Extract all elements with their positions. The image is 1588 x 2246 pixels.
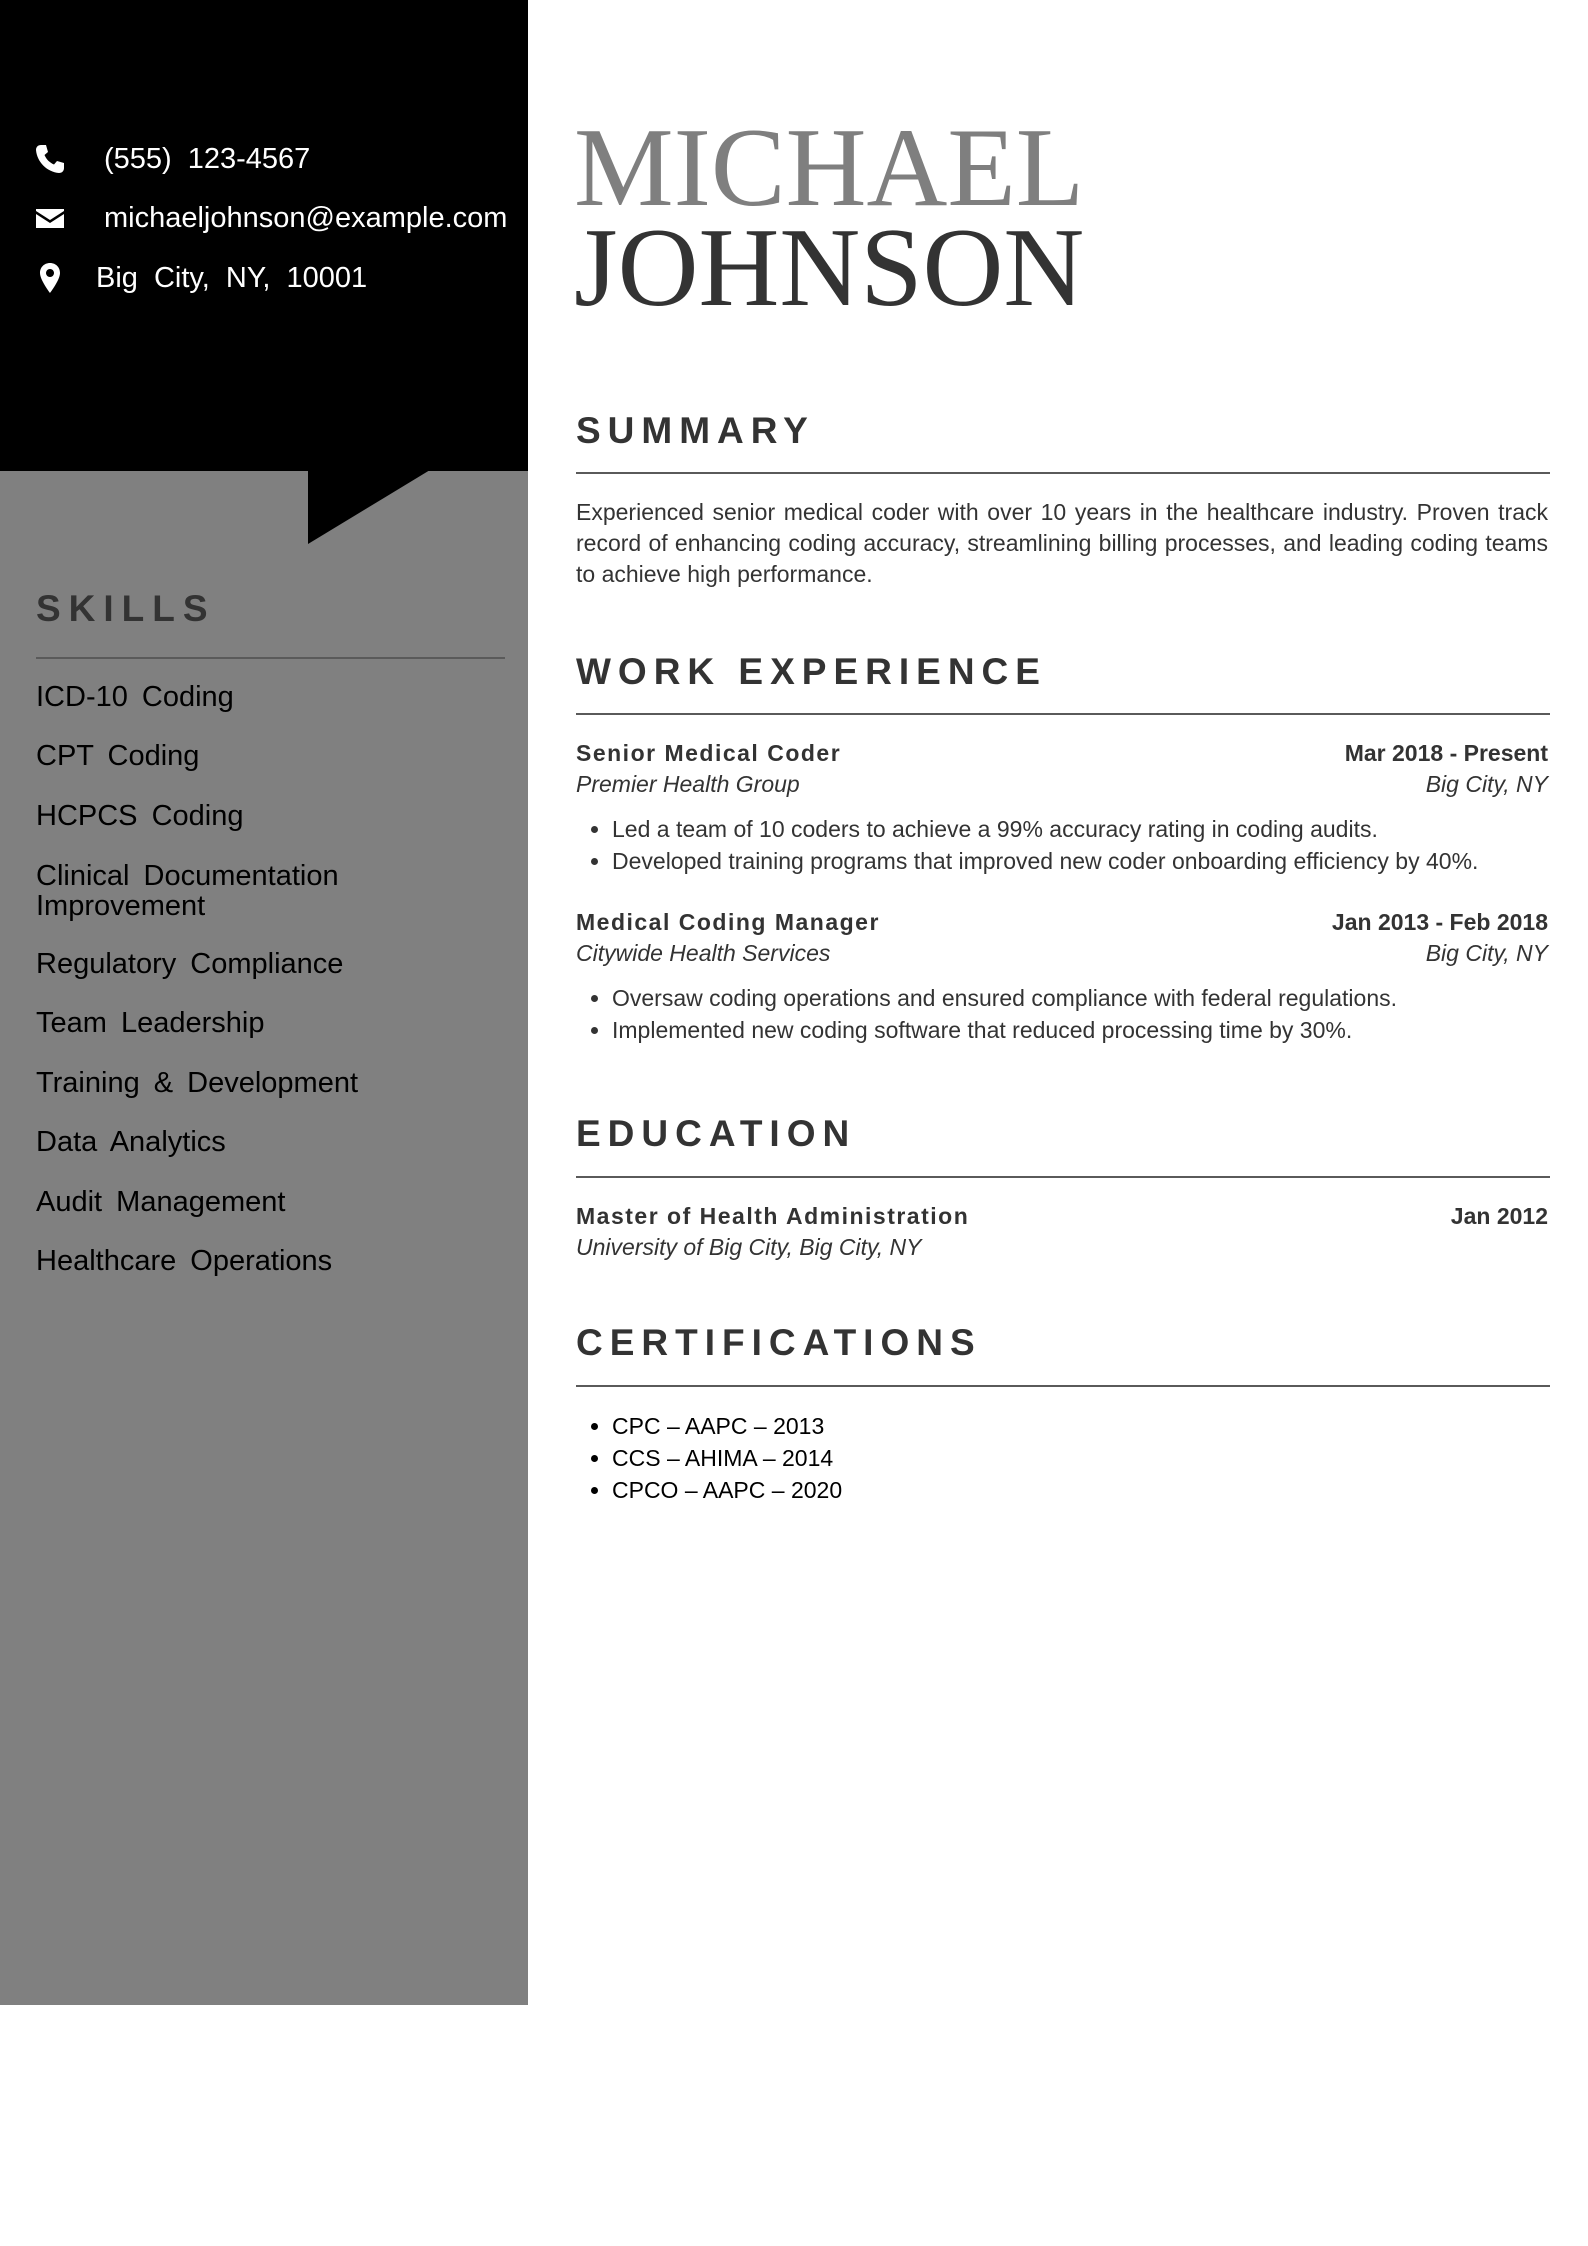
- skill-item: Audit Management: [36, 1186, 286, 1218]
- job-dates: Mar 2018 - Present: [1344, 740, 1548, 766]
- contact-email: [34, 198, 507, 238]
- job-bullets: [576, 982, 1584, 1046]
- job-header: [576, 909, 1548, 936]
- job-location: Big City, NY: [1425, 940, 1548, 966]
- summary-divider: [576, 472, 1550, 474]
- education-subheader: [576, 1234, 1548, 1261]
- envelope-icon: [34, 202, 66, 234]
- work-experience-divider: [576, 713, 1550, 715]
- certifications-divider: [576, 1385, 1550, 1387]
- contact-location: [34, 258, 367, 298]
- contact-location-text: Big City, NY, 10001: [96, 261, 368, 294]
- summary-text: Experienced senior medical coder with over 10 years in the healthcare industry. Proven track record of enhancing coding accuracy, streamlining billing processes, and leading coding teams to achieve high performance.: [576, 499, 1548, 587]
- job-header: [576, 740, 1548, 767]
- job-bullet: • Led a team of 10 coders to achieve a 99% accuracy rating in coding audits.: [612, 813, 1584, 845]
- job-location: Big City, NY: [1425, 771, 1548, 797]
- sidebar-notch-decoration: [308, 470, 430, 544]
- map-pin-icon: [34, 262, 66, 294]
- last-name: JOHNSON: [574, 206, 1085, 330]
- certifications-list: [576, 1410, 1584, 1506]
- skill-item: CPT Coding: [36, 740, 200, 772]
- contact-phone: [34, 139, 310, 179]
- job-title: Medical Coding Manager: [576, 909, 880, 935]
- job-bullet: • Implemented new coding software that reduced processing time by 30%.: [612, 1014, 1584, 1046]
- skill-item: HCPCS Coding: [36, 800, 244, 832]
- contact-email-text: michaeljohnson@example.com: [104, 201, 508, 234]
- job-bullets: [576, 813, 1584, 877]
- first-name: MICHAEL: [574, 106, 1085, 230]
- job-title: Senior Medical Coder: [576, 740, 842, 766]
- skill-item: Clinical Documentation Improvement: [36, 860, 339, 922]
- education-school: University of Big City, Big City, NY: [576, 1234, 922, 1260]
- job-subheader: [576, 940, 1548, 967]
- certifications-heading: CERTIFICATIONS: [576, 1322, 982, 1363]
- certification-item: • CPCO – AAPC – 2020: [612, 1474, 1584, 1506]
- job-dates: Jan 2013 - Feb 2018: [1331, 909, 1548, 935]
- job-company: Premier Health Group: [576, 771, 800, 797]
- skills-divider: [36, 657, 505, 659]
- education-header: [576, 1203, 1548, 1230]
- job-bullet: • Developed training programs that improved new coder onboarding efficiency by 40%.: [612, 845, 1584, 877]
- certification-item: • CPC – AAPC – 2013: [612, 1410, 1584, 1442]
- phone-icon: [34, 143, 66, 175]
- work-experience-heading: WORK EXPERIENCE: [576, 651, 1047, 692]
- candidate-name: [574, 106, 1085, 330]
- certification-item: • CCS – AHIMA – 2014: [612, 1442, 1584, 1474]
- job-company: Citywide Health Services: [576, 940, 831, 966]
- education-date: Jan 2012: [1450, 1203, 1548, 1229]
- job-subheader: [576, 771, 1548, 798]
- education-degree: Master of Health Administration: [576, 1203, 970, 1229]
- education-heading: EDUCATION: [576, 1113, 857, 1154]
- education-divider: [576, 1176, 1550, 1178]
- contact-phone-text: (555) 123-4567: [104, 142, 311, 175]
- skill-item: Regulatory Compliance: [36, 948, 344, 980]
- skill-item: Team Leadership: [36, 1007, 265, 1039]
- skill-item: Healthcare Operations: [36, 1245, 333, 1277]
- skills-heading: SKILLS: [36, 588, 216, 629]
- skill-item: ICD-10 Coding: [36, 681, 234, 713]
- skill-item: Data Analytics: [36, 1126, 226, 1158]
- summary-heading: SUMMARY: [576, 410, 815, 451]
- job-bullet: • Oversaw coding operations and ensured compliance with federal regulations.: [612, 982, 1584, 1014]
- skill-item: Training & Development: [36, 1067, 359, 1099]
